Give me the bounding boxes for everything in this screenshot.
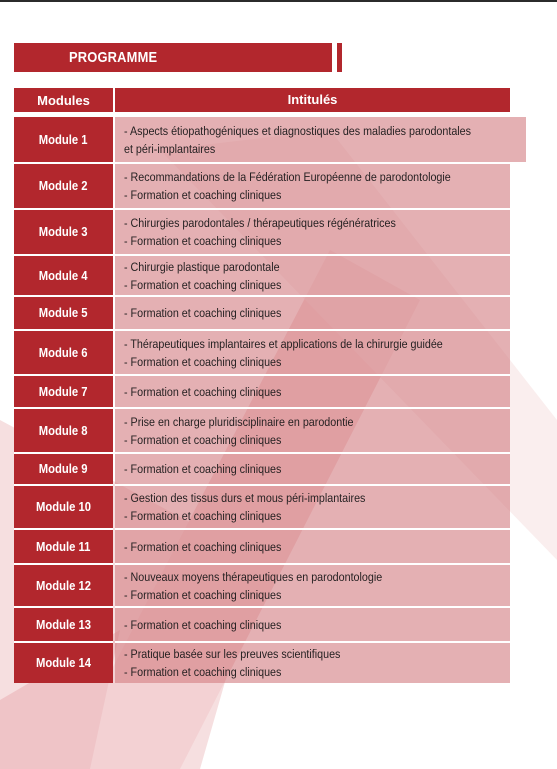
module-cell bbox=[14, 563, 113, 606]
table-row bbox=[14, 452, 510, 484]
intitule-cell bbox=[115, 374, 510, 407]
intitule-line: - Formation et coaching cliniques bbox=[124, 432, 282, 447]
intitule-line: - Formation et coaching cliniques bbox=[124, 384, 282, 399]
intitule-line: - Thérapeutiques implantaires et applications de la chirurgie guidée bbox=[124, 336, 443, 351]
module-cell bbox=[14, 295, 113, 329]
intitule-line: - Nouveaux moyens thérapeutiques en parodontologie bbox=[124, 569, 383, 584]
module-label: Module 6 bbox=[39, 345, 88, 360]
title-accent-bar bbox=[337, 43, 342, 72]
intitule-line: - Recommandations de la Fédération Européenne de parodontologie bbox=[124, 170, 451, 184]
table-row bbox=[14, 641, 510, 683]
module-label: Module 8 bbox=[39, 423, 88, 438]
column-header-modules: Modules bbox=[14, 88, 113, 112]
intitule-line: - Formation et coaching cliniques bbox=[124, 462, 282, 476]
module-cell bbox=[14, 606, 113, 641]
module-cell bbox=[14, 452, 113, 484]
intitule-line: - Formation et coaching cliniques bbox=[124, 509, 282, 523]
module-label: Module 11 bbox=[36, 539, 91, 554]
module-label: Module 2 bbox=[39, 179, 88, 193]
module-cell bbox=[14, 528, 113, 563]
intitule-line: et péri-implantaires bbox=[124, 141, 216, 156]
intitule-cell bbox=[115, 528, 510, 563]
intitule-cell bbox=[115, 329, 510, 374]
table-row bbox=[14, 407, 510, 452]
column-header-intitules: Intitulés bbox=[115, 88, 510, 112]
intitule-line: - Formation et coaching cliniques bbox=[124, 354, 282, 369]
module-cell bbox=[14, 208, 113, 254]
intitule-cell bbox=[115, 115, 526, 162]
intitule-line: - Formation et coaching cliniques bbox=[124, 234, 282, 248]
programme-title-bar bbox=[14, 43, 332, 72]
intitule-cell bbox=[115, 484, 510, 528]
module-label: Module 1 bbox=[39, 132, 88, 147]
intitule-cell bbox=[115, 407, 510, 452]
module-label: Module 5 bbox=[39, 306, 88, 320]
intitule-cell bbox=[115, 641, 510, 683]
module-cell bbox=[14, 329, 113, 374]
intitule-cell bbox=[115, 563, 510, 606]
intitule-cell bbox=[115, 162, 510, 208]
table-row bbox=[14, 162, 510, 208]
module-cell bbox=[14, 254, 113, 295]
module-cell bbox=[14, 407, 113, 452]
intitule-line: - Formation et coaching cliniques bbox=[124, 277, 282, 292]
module-label: Module 10 bbox=[35, 500, 92, 514]
intitule-cell bbox=[115, 295, 510, 329]
table-row bbox=[14, 374, 510, 407]
module-label: Module 12 bbox=[35, 578, 92, 593]
intitule-cell bbox=[115, 606, 510, 641]
module-cell bbox=[14, 484, 113, 528]
module-label: Module 7 bbox=[39, 384, 88, 399]
intitule-cell bbox=[115, 254, 510, 295]
intitule-line: - Formation et coaching cliniques bbox=[124, 665, 282, 679]
module-cell bbox=[14, 115, 113, 162]
module-label: Module 13 bbox=[35, 617, 92, 632]
page-title: PROGRAMME bbox=[69, 49, 158, 66]
module-label: Module 14 bbox=[35, 656, 92, 670]
intitule-line: - Formation et coaching cliniques bbox=[124, 587, 282, 602]
module-cell bbox=[14, 641, 113, 683]
table-row bbox=[14, 606, 510, 641]
intitule-line: - Chirurgie plastique parodontale bbox=[124, 259, 280, 274]
intitule-line: - Pratique basée sur les preuves scientifiques bbox=[124, 647, 341, 661]
table-row bbox=[14, 208, 510, 254]
module-cell bbox=[14, 162, 113, 208]
module-label: Module 4 bbox=[39, 268, 88, 283]
intitule-line: - Gestion des tissus durs et mous péri-implantaires bbox=[124, 491, 366, 505]
module-label: Module 3 bbox=[39, 225, 88, 239]
table-row bbox=[14, 295, 510, 329]
intitule-line: - Formation et coaching cliniques bbox=[124, 306, 282, 320]
intitule-line: - Prise en charge pluridisciplinaire en parodontie bbox=[124, 414, 354, 429]
intitule-cell bbox=[115, 452, 510, 484]
module-cell bbox=[14, 374, 113, 407]
table-row bbox=[14, 115, 510, 162]
intitule-line: - Formation et coaching cliniques bbox=[124, 617, 282, 632]
programme-table bbox=[14, 88, 510, 683]
table-row bbox=[14, 484, 510, 528]
table-row bbox=[14, 563, 510, 606]
intitule-line: - Aspects étiopathogéniques et diagnostiques des maladies parodontales bbox=[124, 123, 472, 138]
intitule-cell bbox=[115, 208, 510, 254]
module-label: Module 9 bbox=[39, 462, 88, 476]
intitule-line: - Formation et coaching cliniques bbox=[124, 188, 282, 202]
table-row bbox=[14, 254, 510, 295]
table-row bbox=[14, 329, 510, 374]
intitule-line: - Formation et coaching cliniques bbox=[124, 539, 282, 554]
table-header-row bbox=[14, 88, 510, 112]
table-row bbox=[14, 528, 510, 563]
intitule-line: - Chirurgies parodontales / thérapeutiques régénératrices bbox=[124, 216, 396, 230]
